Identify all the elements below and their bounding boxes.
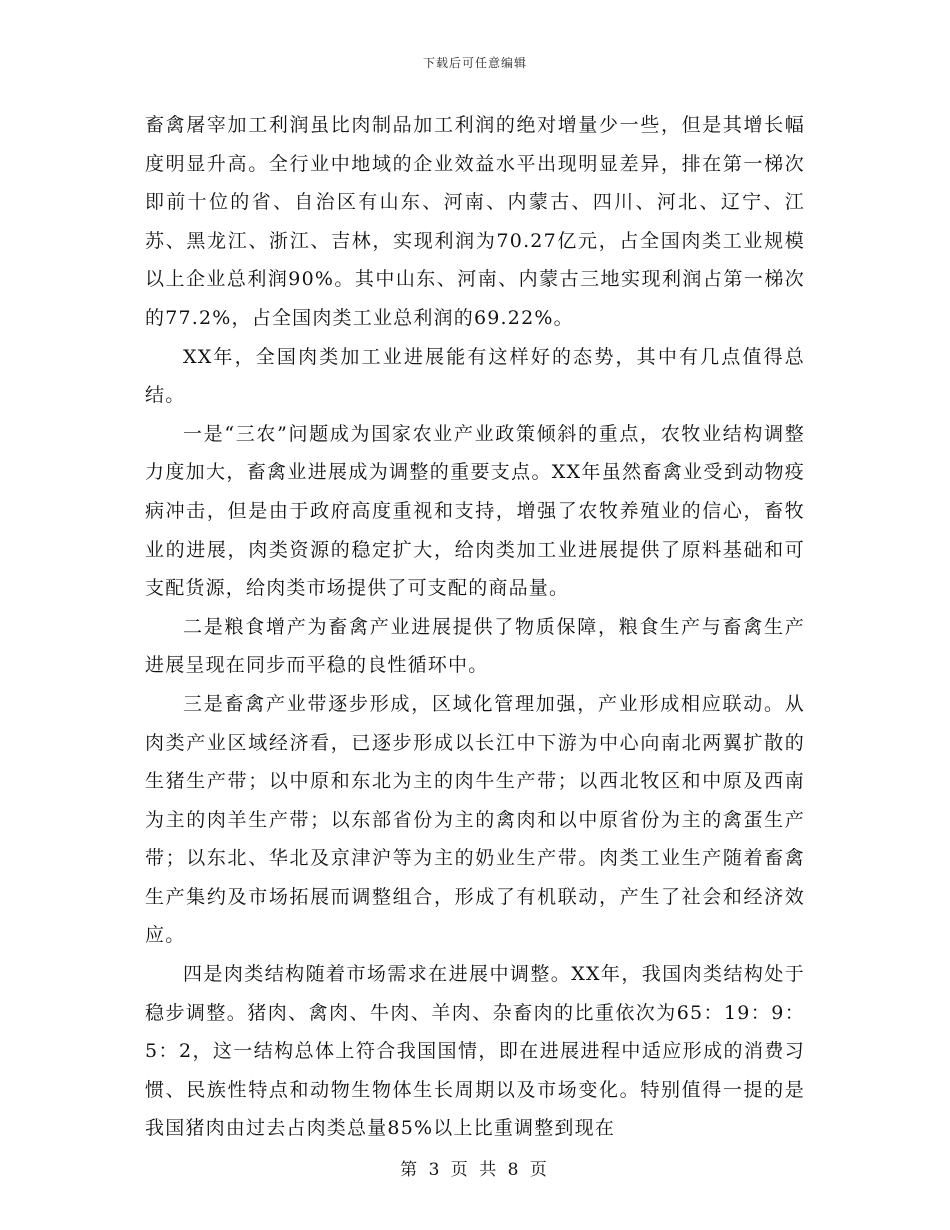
page-header: 下载后可任意编辑: [422, 56, 527, 70]
page-number-footer: 第 3 页 共 8 页: [400, 1160, 550, 1180]
paragraph-summary-intro: XX年，全国肉类加工业进展能有这样好的态势，其中有几点值得总结。: [145, 345, 805, 407]
paragraph-profit-gap: 畜禽屠宰加工利润虽比肉制品加工利润的绝对增量少一些，但是其增长幅度明显升高。全行业中地域的企业效益水平出现明显差异，排在第一梯次即前十位的省、自治区有山东、河南、内蒙古、四川、河北、辽宁、江苏、黑龙江、浙江、吉林，实现利润为70.27亿元，占全国肉类工业规模以上企业总利润90%。其中山东、河南、内蒙古三地实现利润占第一梯次的77.2%，占全国肉类工业总利润的69.22%。: [145, 114, 805, 329]
paragraph-point-one: 一是“三农”问题成为国家农业产业政策倾斜的重点，农牧业结构调整力度加大，畜禽业进展成为调整的重要支点。XX年虽然畜禽业受到动物疫病冲击，但是由于政府高度重视和支持，增强了农牧养殖业的信心，畜牧业的进展，肉类资源的稳定扩大，给肉类加工业进展提供了原料基础和可支配货源，给肉类市场提供了可支配的商品量。: [145, 422, 805, 600]
paragraph-point-three: 三是畜禽产业带逐步形成，区域化管理加强，产业形成相应联动。从肉类产业区域经济看，已逐步形成以长江中下游为中心向南北两翼扩散的生猪生产带；以中原和东北为主的肉牛生产带；以西北牧区和中原及西南为主的肉羊生产带；以东部省份为主的禽肉和以中原省份为主的禽蛋生产带；以东北、华北及京津沪等为主的奶业生产带。肉类工业生产随着畜禽生产集约及市场拓展而调整组合，形成了有机联动，产生了社会和经济效应。: [145, 692, 805, 947]
paragraph-point-four: 四是肉类结构随着市场需求在进展中调整。XX年，我国肉类结构处于稳步调整。猪肉、禽肉、牛肉、羊肉、杂畜肉的比重依次为65：19：9：5：2，这一结构总体上符合我国国情，即在进展进程中适应形成的消费习惯、民族性特点和动物生物体生长周期以及市场变化。特别值得一提的是我国猪肉由过去占肉类总量85%以上比重调整到现在: [145, 963, 805, 1140]
paragraph-point-two: 二是粮食增产为畜禽产业进展提供了物质保障，粮食生产与畜禽生产进展呈现在同步而平稳的良性循环中。: [145, 615, 805, 677]
document-body: [145, 106, 805, 1148]
